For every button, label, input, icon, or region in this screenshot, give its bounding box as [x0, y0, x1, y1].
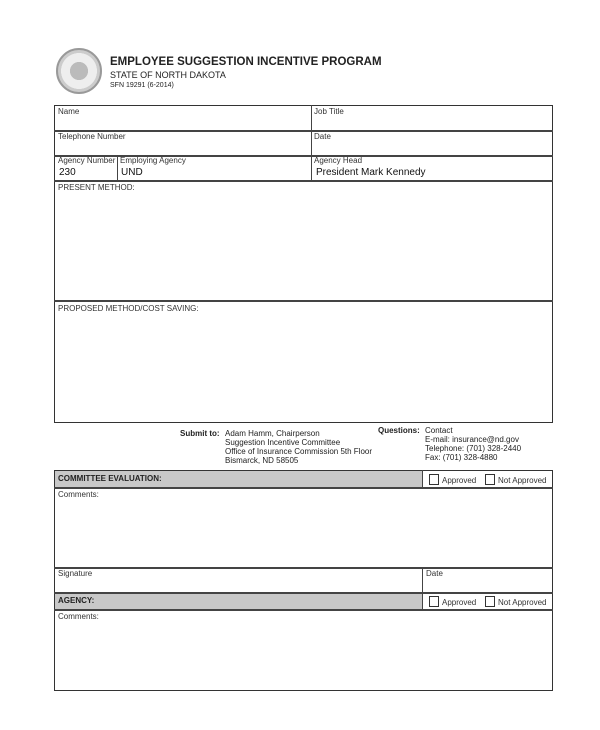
signature-field[interactable]	[56, 578, 420, 590]
address-line: Office of Insurance Commission 5th Floor	[225, 447, 373, 456]
agency-comments-label: Comments:	[58, 612, 99, 621]
state-seal-logo	[56, 48, 102, 94]
name-field[interactable]	[56, 117, 309, 129]
form-title: EMPLOYEE SUGGESTION INCENTIVE PROGRAM	[110, 56, 382, 68]
contact-email[interactable]: E-mail: insurance@nd.gov	[425, 435, 519, 444]
agency-not-approved-checkbox[interactable]	[485, 596, 546, 607]
proposed-method-field[interactable]	[56, 314, 550, 420]
questions-label: Questions:	[378, 426, 420, 435]
agency-number-field[interactable]: 230	[59, 167, 76, 178]
checkbox-label: Not Approved	[498, 476, 547, 485]
committee-date-field[interactable]	[424, 578, 550, 590]
address-line: Bismarck, ND 58505	[225, 456, 299, 465]
agency-approved-checkbox[interactable]	[429, 596, 476, 607]
form-number: SFN 19291 (6-2014)	[110, 82, 174, 89]
job-title-label: Job Title	[314, 107, 344, 116]
checkbox-icon	[485, 596, 495, 607]
contact-line: Contact	[425, 426, 453, 435]
name-label: Name	[58, 107, 80, 116]
telephone-field[interactable]	[56, 142, 309, 154]
signature-label: Signature	[58, 569, 93, 578]
agency-number-label: Agency Number	[58, 156, 116, 165]
committee-date-label: Date	[426, 569, 443, 578]
agency-head-label: Agency Head	[314, 156, 363, 165]
date-field[interactable]	[313, 142, 550, 154]
proposed-method-label: PROPOSED METHOD/COST SAVING:	[58, 304, 199, 313]
present-method-label: PRESENT METHOD:	[58, 183, 135, 192]
checkbox-label: Not Approved	[498, 598, 547, 607]
contact-fax: Fax: (701) 328-4880	[425, 453, 498, 462]
committee-approved-checkbox[interactable]	[429, 474, 476, 485]
checkbox-label: Approved	[442, 476, 477, 485]
job-title-field[interactable]	[313, 117, 550, 129]
telephone-label: Telephone Number	[58, 132, 126, 141]
checkbox-icon	[429, 596, 439, 607]
agency-title: AGENCY:	[58, 596, 95, 605]
present-method-field[interactable]	[56, 193, 550, 298]
submit-to-address	[225, 429, 372, 465]
committee-evaluation-title: COMMITTEE EVALUATION:	[58, 474, 162, 483]
checkbox-icon	[429, 474, 439, 485]
submit-to-label: Submit to:	[180, 429, 220, 438]
date-label: Date	[314, 132, 331, 141]
committee-comments-field[interactable]	[56, 500, 550, 565]
form-subtitle: STATE OF NORTH DAKOTA	[110, 70, 226, 80]
address-line: Adam Hamm, Chairperson	[225, 429, 320, 438]
employing-agency-label: Employing Agency	[120, 156, 186, 165]
contact-telephone: Telephone: (701) 328-2440	[425, 444, 522, 453]
questions-contact	[425, 426, 521, 462]
employing-agency-field[interactable]: UND	[121, 167, 143, 178]
checkbox-label: Approved	[442, 598, 477, 607]
committee-comments-label: Comments:	[58, 490, 99, 499]
agency-comments-field[interactable]	[56, 622, 550, 688]
checkbox-icon	[485, 474, 495, 485]
address-line: Suggestion Incentive Committee	[225, 438, 341, 447]
committee-not-approved-checkbox[interactable]	[485, 474, 546, 485]
agency-head-field[interactable]: President Mark Kennedy	[316, 167, 426, 178]
